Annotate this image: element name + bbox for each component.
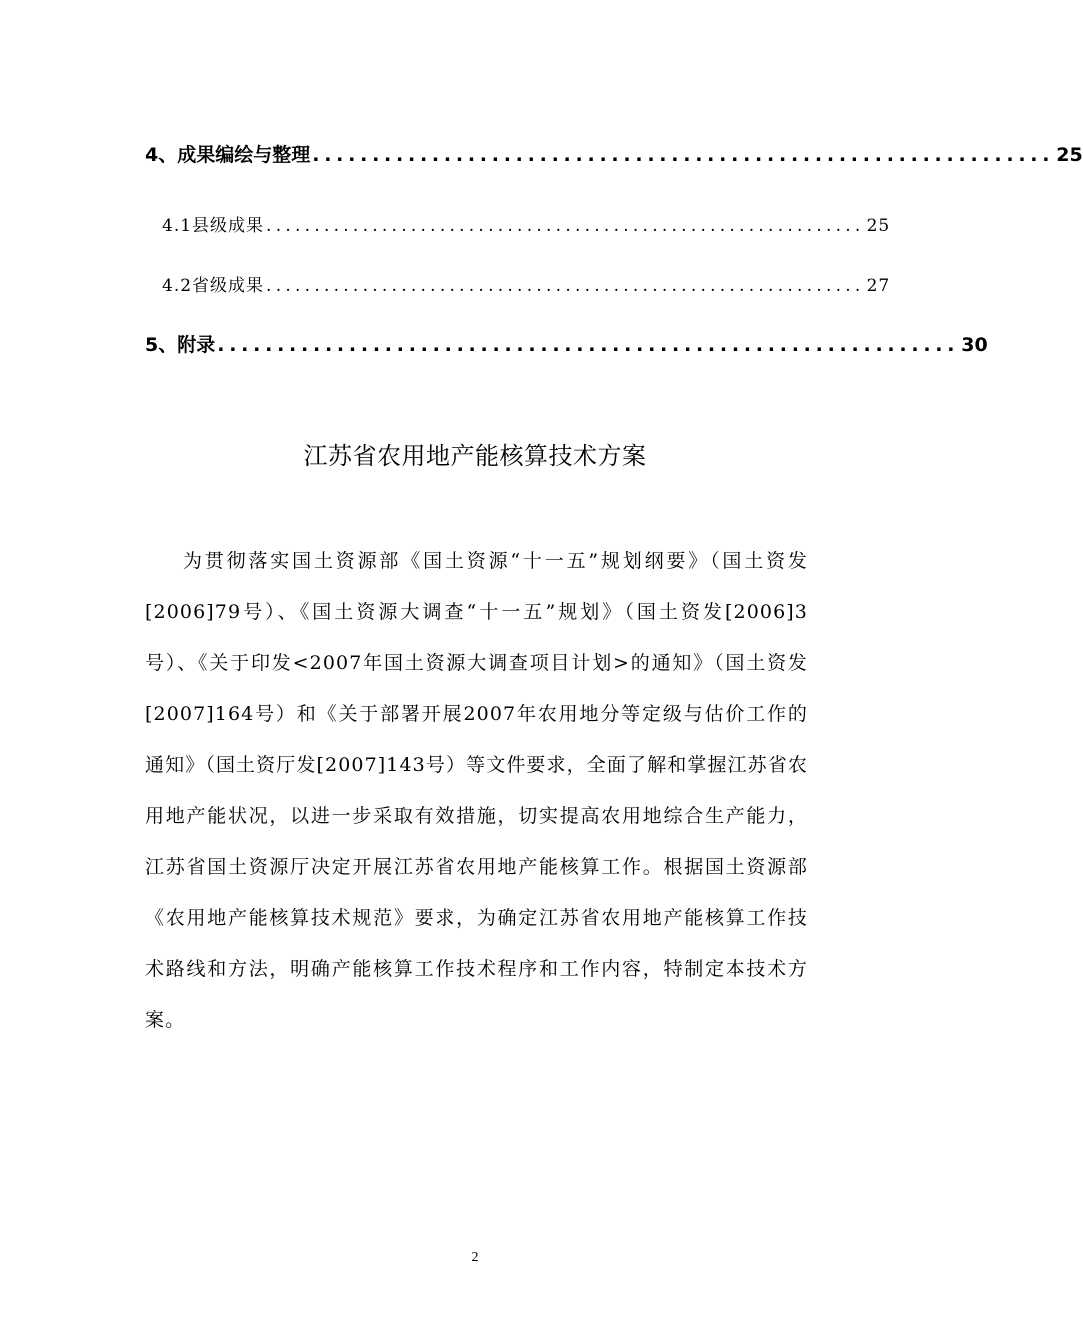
- toc-entry-chapter-4[interactable]: [145, 140, 1083, 167]
- toc-leader-dots: ..............................................................: [312, 144, 1055, 166]
- toc-entry-label: 4.2省级成果: [162, 276, 265, 296]
- toc-entry-label: 4、成果编绘与整理: [145, 144, 311, 166]
- toc-page-number: 30: [961, 334, 988, 356]
- toc-entry-section-4-2[interactable]: [162, 271, 891, 296]
- page-number: 2: [471, 1250, 479, 1265]
- toc-leader-dots: ..............................................................: [217, 334, 960, 356]
- toc-page-number: 25: [1056, 144, 1083, 166]
- toc-entry-section-4-1[interactable]: [162, 211, 891, 236]
- toc-page-number: 27: [866, 276, 891, 296]
- toc-entry-label: 4.1县级成果: [162, 216, 265, 236]
- toc-page-number: 25: [866, 216, 891, 236]
- document-title: 江苏省农用地产能核算技术方案: [303, 442, 647, 470]
- toc-leader-dots: ..............................................................: [266, 216, 865, 236]
- toc-leader-dots: ..............................................................: [266, 276, 865, 296]
- toc-entry-label: 5、附录: [145, 334, 216, 356]
- body-paragraph: 为贯彻落实国土资源部《国土资源“十一五”规划纲要》（国土资发[2006]79号）、《国土资源大调查“十一五”规划》（国土资发[2006]3号）、《关于印发<2007年国土资源大调查项目计划>的通知》（国土资发[2007]164号）和《关于部署开展2007年农用地分等定级与估价工作的通知》（国土资厅发[2007]143号）等文件要求，全面了解和掌握江苏省农用地产能状况，以进一步采取有效措施，切实提高农用地综合生产能力，江苏省国土资源厅决定开展江苏省农用地产能核算工作。根据国土资源部《农用地产能核算技术规范》要求，为确定江苏省农用地产能核算工作技术路线和方法，明确产能核算工作技术程序和工作内容，特制定本技术方案。: [145, 550, 808, 1031]
- toc-entry-chapter-5[interactable]: [145, 330, 988, 357]
